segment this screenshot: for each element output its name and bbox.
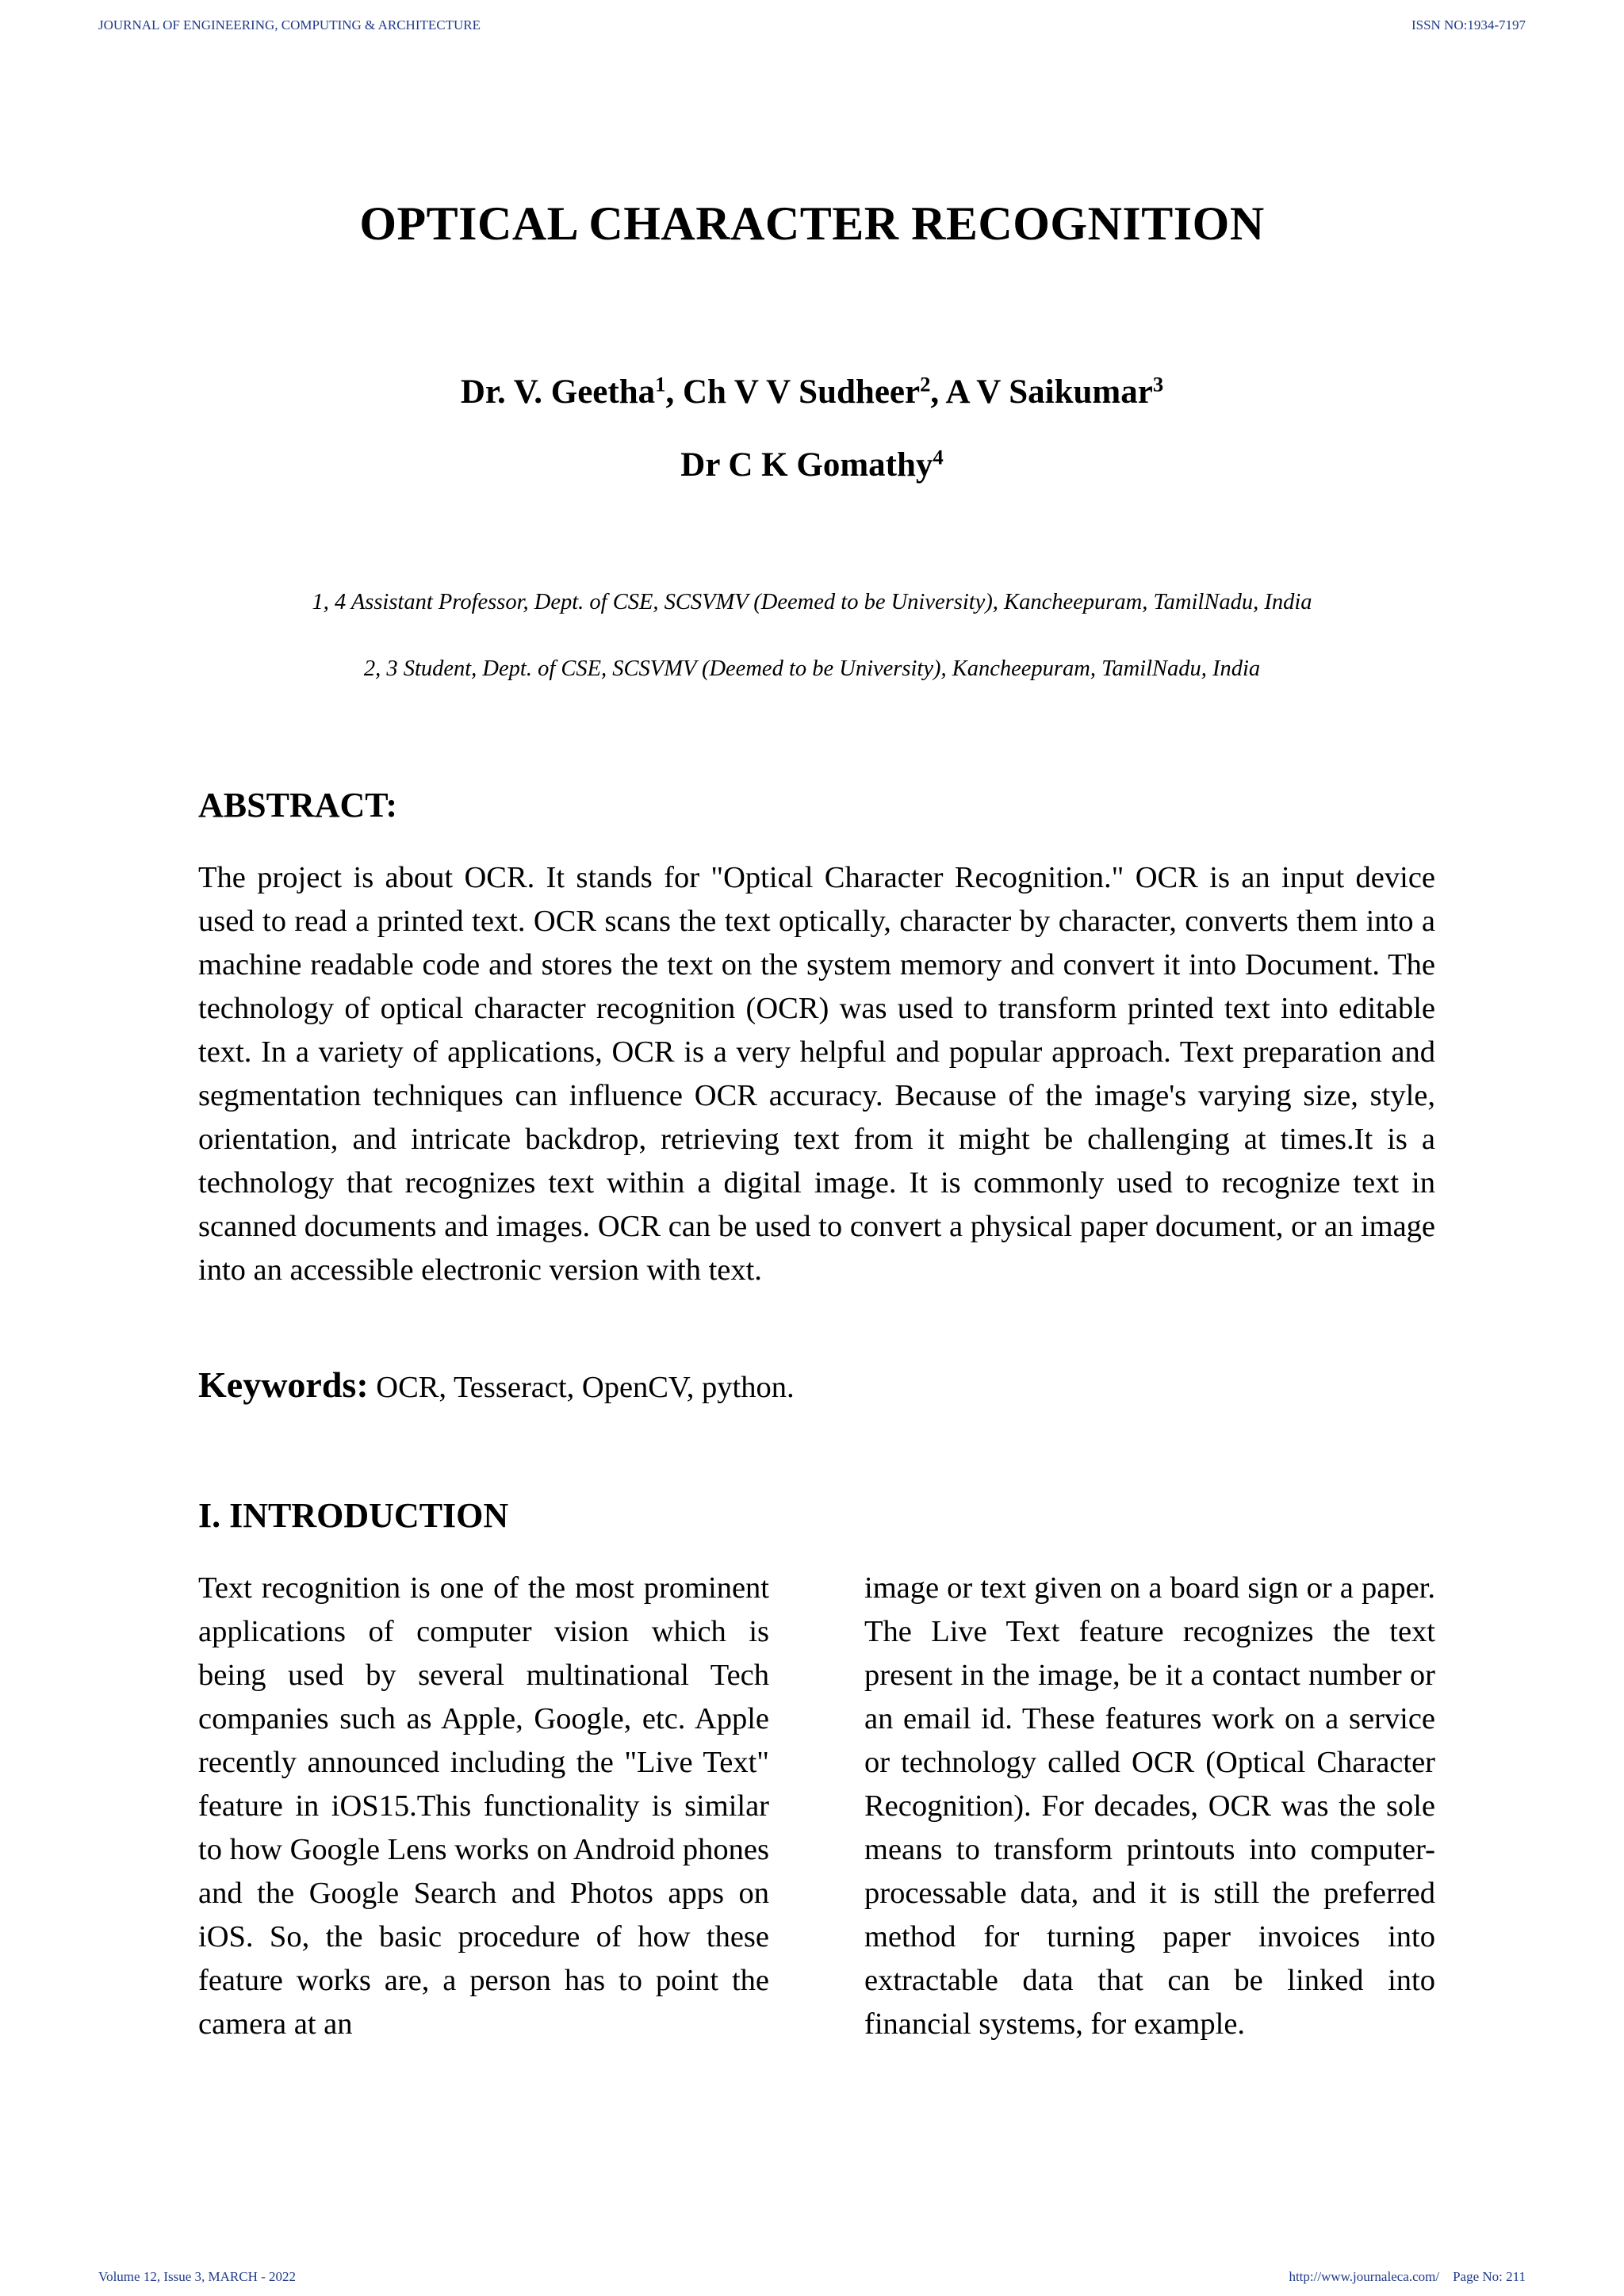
introduction-heading: I. INTRODUCTION [198,1496,509,1535]
abstract-text: The project is about OCR. It stands for "Optical Character Recognition." OCR is an input device used to read a printed text. OCR scans the text optically, character by character, converts them into a machine readable code and stores the text on the system memory and convert it into Document. The technology of optical character recognition (OCR) was used to transform printed text into editable text. In a variety of applications, OCR is a very helpful and popular approach. Text preparation and segmentation techniques can influence OCR accuracy. Because of the image's varying size, style, orientation, and intricate backdrop, retrieving text from it might be challenging at times.It is a technology that recognizes text within a digital image. It is commonly used to recognize text in scanned documents and images. OCR can be used to convert a physical paper document, or an image into an accessible electronic version with text. [198,861,1435,1287]
author-name: Dr. V. Geetha [460,373,656,411]
author-line-2 [0,446,1624,484]
keywords-label: Keywords: [198,1364,369,1405]
author-affil-mark: 2 [920,372,931,396]
author-affil-mark: 4 [933,445,944,469]
author-line-1 [0,373,1624,411]
affiliation: 1, 4 Assistant Professor, Dept. of CSE, SCSVMV (Deemed to be University), Kancheepuram, TamilNadu, India [312,590,1312,614]
journal-name: JOURNAL OF ENGINEERING, COMPUTING & ARCHITECTURE [98,17,481,33]
author-name: , Ch V V Sudheer [665,373,921,411]
keywords-line [198,1364,795,1406]
affiliation: 2, 3 Student, Dept. of CSE, SCSVMV (Deemed to be University), Kancheepuram, TamilNadu, India [363,656,1261,681]
keywords-text: OCR, Tesseract, OpenCV, python. [368,1371,795,1404]
author-affil-mark: 1 [655,372,666,396]
author-name: Dr C K Gomathy [680,446,933,484]
issn-number: ISSN NO:1934-7197 [1411,17,1526,33]
url-page-number: http://www.journaleca.com/ Page No: 211 [1289,2269,1526,2284]
introduction-column-left: Text recognition is one of the most prominent applications of computer vision which is being used by several multinational Tech companies such as Apple, Google, etc. Apple recently announced including the "Live Text" feature in iOS15.This functionality is similar to how Google Lens works on Android phones and the Google Search and Photos apps on iOS. So, the basic procedure of how these feature works are, a person has to point the camera at an [198,1571,769,2041]
volume-issue: Volume 12, Issue 3, MARCH - 2022 [98,2269,297,2284]
abstract-heading: ABSTRACT: [198,786,398,825]
author-name: , A V Saikumar [930,373,1153,411]
paper-title: OPTICAL CHARACTER RECOGNITION [359,197,1265,250]
introduction-column-right: image or text given on a board sign or a paper. The Live Text feature recognizes the text present in the image, be it a contact number or an email id. These features work on a service or technology called OCR (Optical Character Recognition). For decades, OCR was the sole means to transform printouts into computer-processable data, and it is still the preferred method for turning paper invoices into extractable data that can be linked into financial systems, for example. [864,1571,1435,2041]
author-affil-mark: 3 [1152,372,1164,396]
